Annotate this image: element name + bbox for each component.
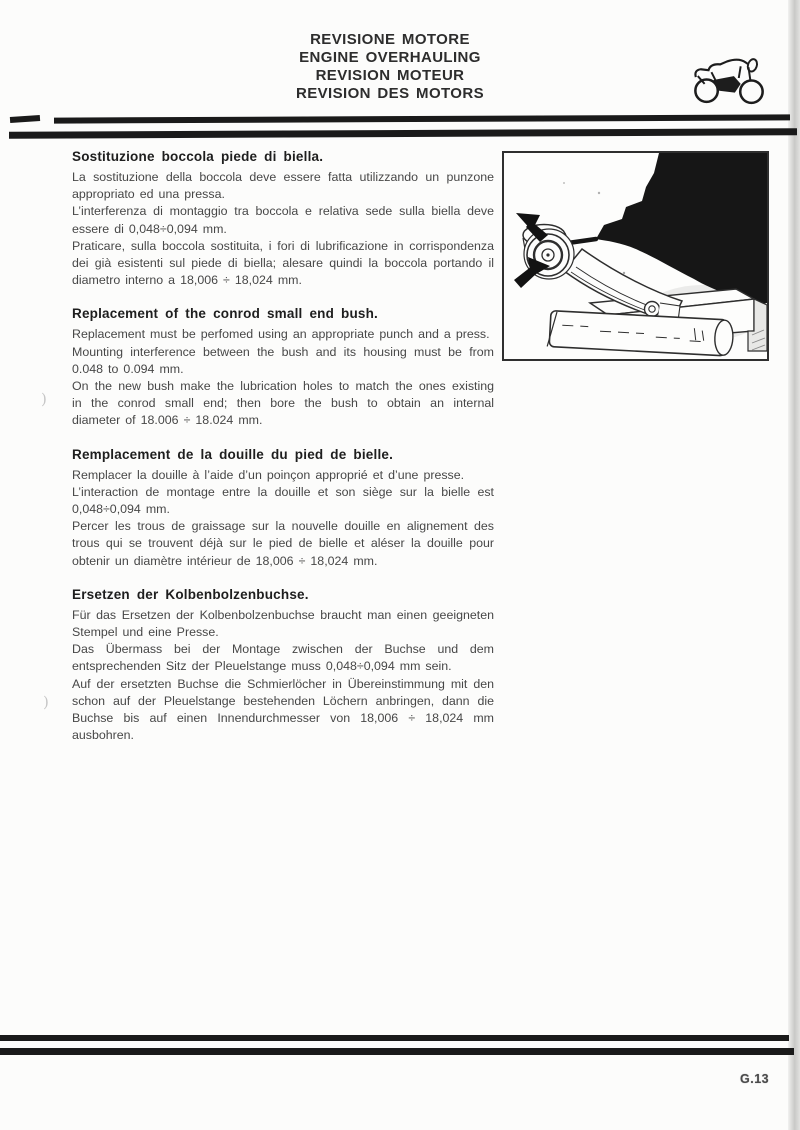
bottom-rule-lower — [0, 1048, 794, 1055]
section-french — [72, 445, 494, 570]
top-rule-upper — [54, 114, 790, 123]
section-heading-german: Ersetzen der Kolbenbolzenbuchse. — [72, 586, 309, 602]
paragraph-italian-1: La sostituzione della boccola deve essere fatta utilizzando un punzone appropriato ed una pressa. — [72, 170, 494, 202]
paragraph-english-2: Mounting interference between the bush and its housing must be from 0.048 to 0.094 mm. — [72, 344, 494, 376]
header-title-english: ENGINE OVERHAULING — [299, 49, 481, 66]
page-header — [0, 31, 780, 103]
header-title-french: REVISION MOTEUR — [315, 67, 465, 84]
paragraph-english-3: On the new bush make the lubrication holes to match the ones existing in the conrod small end; then bore the bush to obtain an internal diameter of 18.006 ÷ 18.024 mm. — [72, 379, 494, 428]
section-italian — [72, 147, 494, 289]
header-title-german: REVISION DES MOTORS — [295, 85, 485, 102]
scan-artifact-mark-2: ) — [43, 693, 49, 711]
section-heading-italian: Sostituzione boccola piede di biella. — [72, 149, 324, 164]
paragraph-english-1: Replacement must be perfomed using an appropriate punch and a press. — [72, 327, 490, 342]
paragraph-french-1: Remplacer la douille à l’aide d’un poinçon approprié et d’une presse. — [72, 467, 465, 482]
page-number: G.13 — [740, 1072, 770, 1086]
paragraph-italian-2: L’interferenza di montaggio tra boccola e relativa sede sulla biella deve essere di 0,048÷0,094 mm. — [72, 204, 494, 236]
conrod-drilling-drawing — [504, 153, 767, 359]
top-rule-stub — [10, 115, 40, 123]
paragraph-german-3: Auf der ersetzten Buchse die Schmierlöcher in Übereinstimmung mit den schon auf der Pleuelstange bestehenden Löchern anbringen, dann die Buchse bis auf einen Innendurchmesser von 18,006 ÷ 18,024 mm ausbohren. — [72, 676, 494, 743]
header-title-italian: REVISIONE MOTORE — [310, 31, 470, 48]
text-column — [72, 147, 494, 759]
top-rule-lower — [9, 128, 797, 138]
paragraph-german-2: Das Übermass bei der Montage zwischen der Buchse und dem entsprechenden Sitz der Pleuelstange muss 0,048÷0,094 mm sein. — [72, 642, 494, 674]
bottom-rule-upper — [0, 1035, 789, 1041]
page-edge-shadow — [788, 0, 800, 1130]
section-english — [72, 304, 494, 429]
section-heading-english: Replacement of the conrod small end bush. — [72, 306, 378, 322]
section-heading-french: Remplacement de la douille du pied de bielle. — [72, 446, 394, 462]
paragraph-italian-3: Praticare, sulla boccola sostituita, i fori di lubrificazione in corrispondenza dei già esistenti sul piede di biella; alesare quindi la boccola portando il diametro interno a 18,006 ÷ 18,024 mm. — [72, 238, 494, 288]
scan-artifact-mark-1: ) — [41, 390, 47, 408]
paragraph-french-3: Percer les trous de graissage sur la nouvelle douille en alignement des trous qui se trouvent déjà sur le pied de bielle et aléser la douille pour obtenir un diamètre intérieur de 18,006 ÷ 18,024 mm. — [72, 519, 494, 568]
section-german — [72, 585, 494, 745]
motorcycle-icon — [690, 50, 768, 108]
paragraph-french-2: L’interaction de montage entre la douille et son siège sur la bielle est 0,048÷0,094 mm. — [72, 484, 494, 517]
paragraph-german-1: Für das Ersetzen der Kolbenbolzenbuchse braucht man einen geeigneten Stempel und eine Presse. — [72, 607, 494, 640]
conrod-drilling-illustration — [502, 151, 769, 361]
